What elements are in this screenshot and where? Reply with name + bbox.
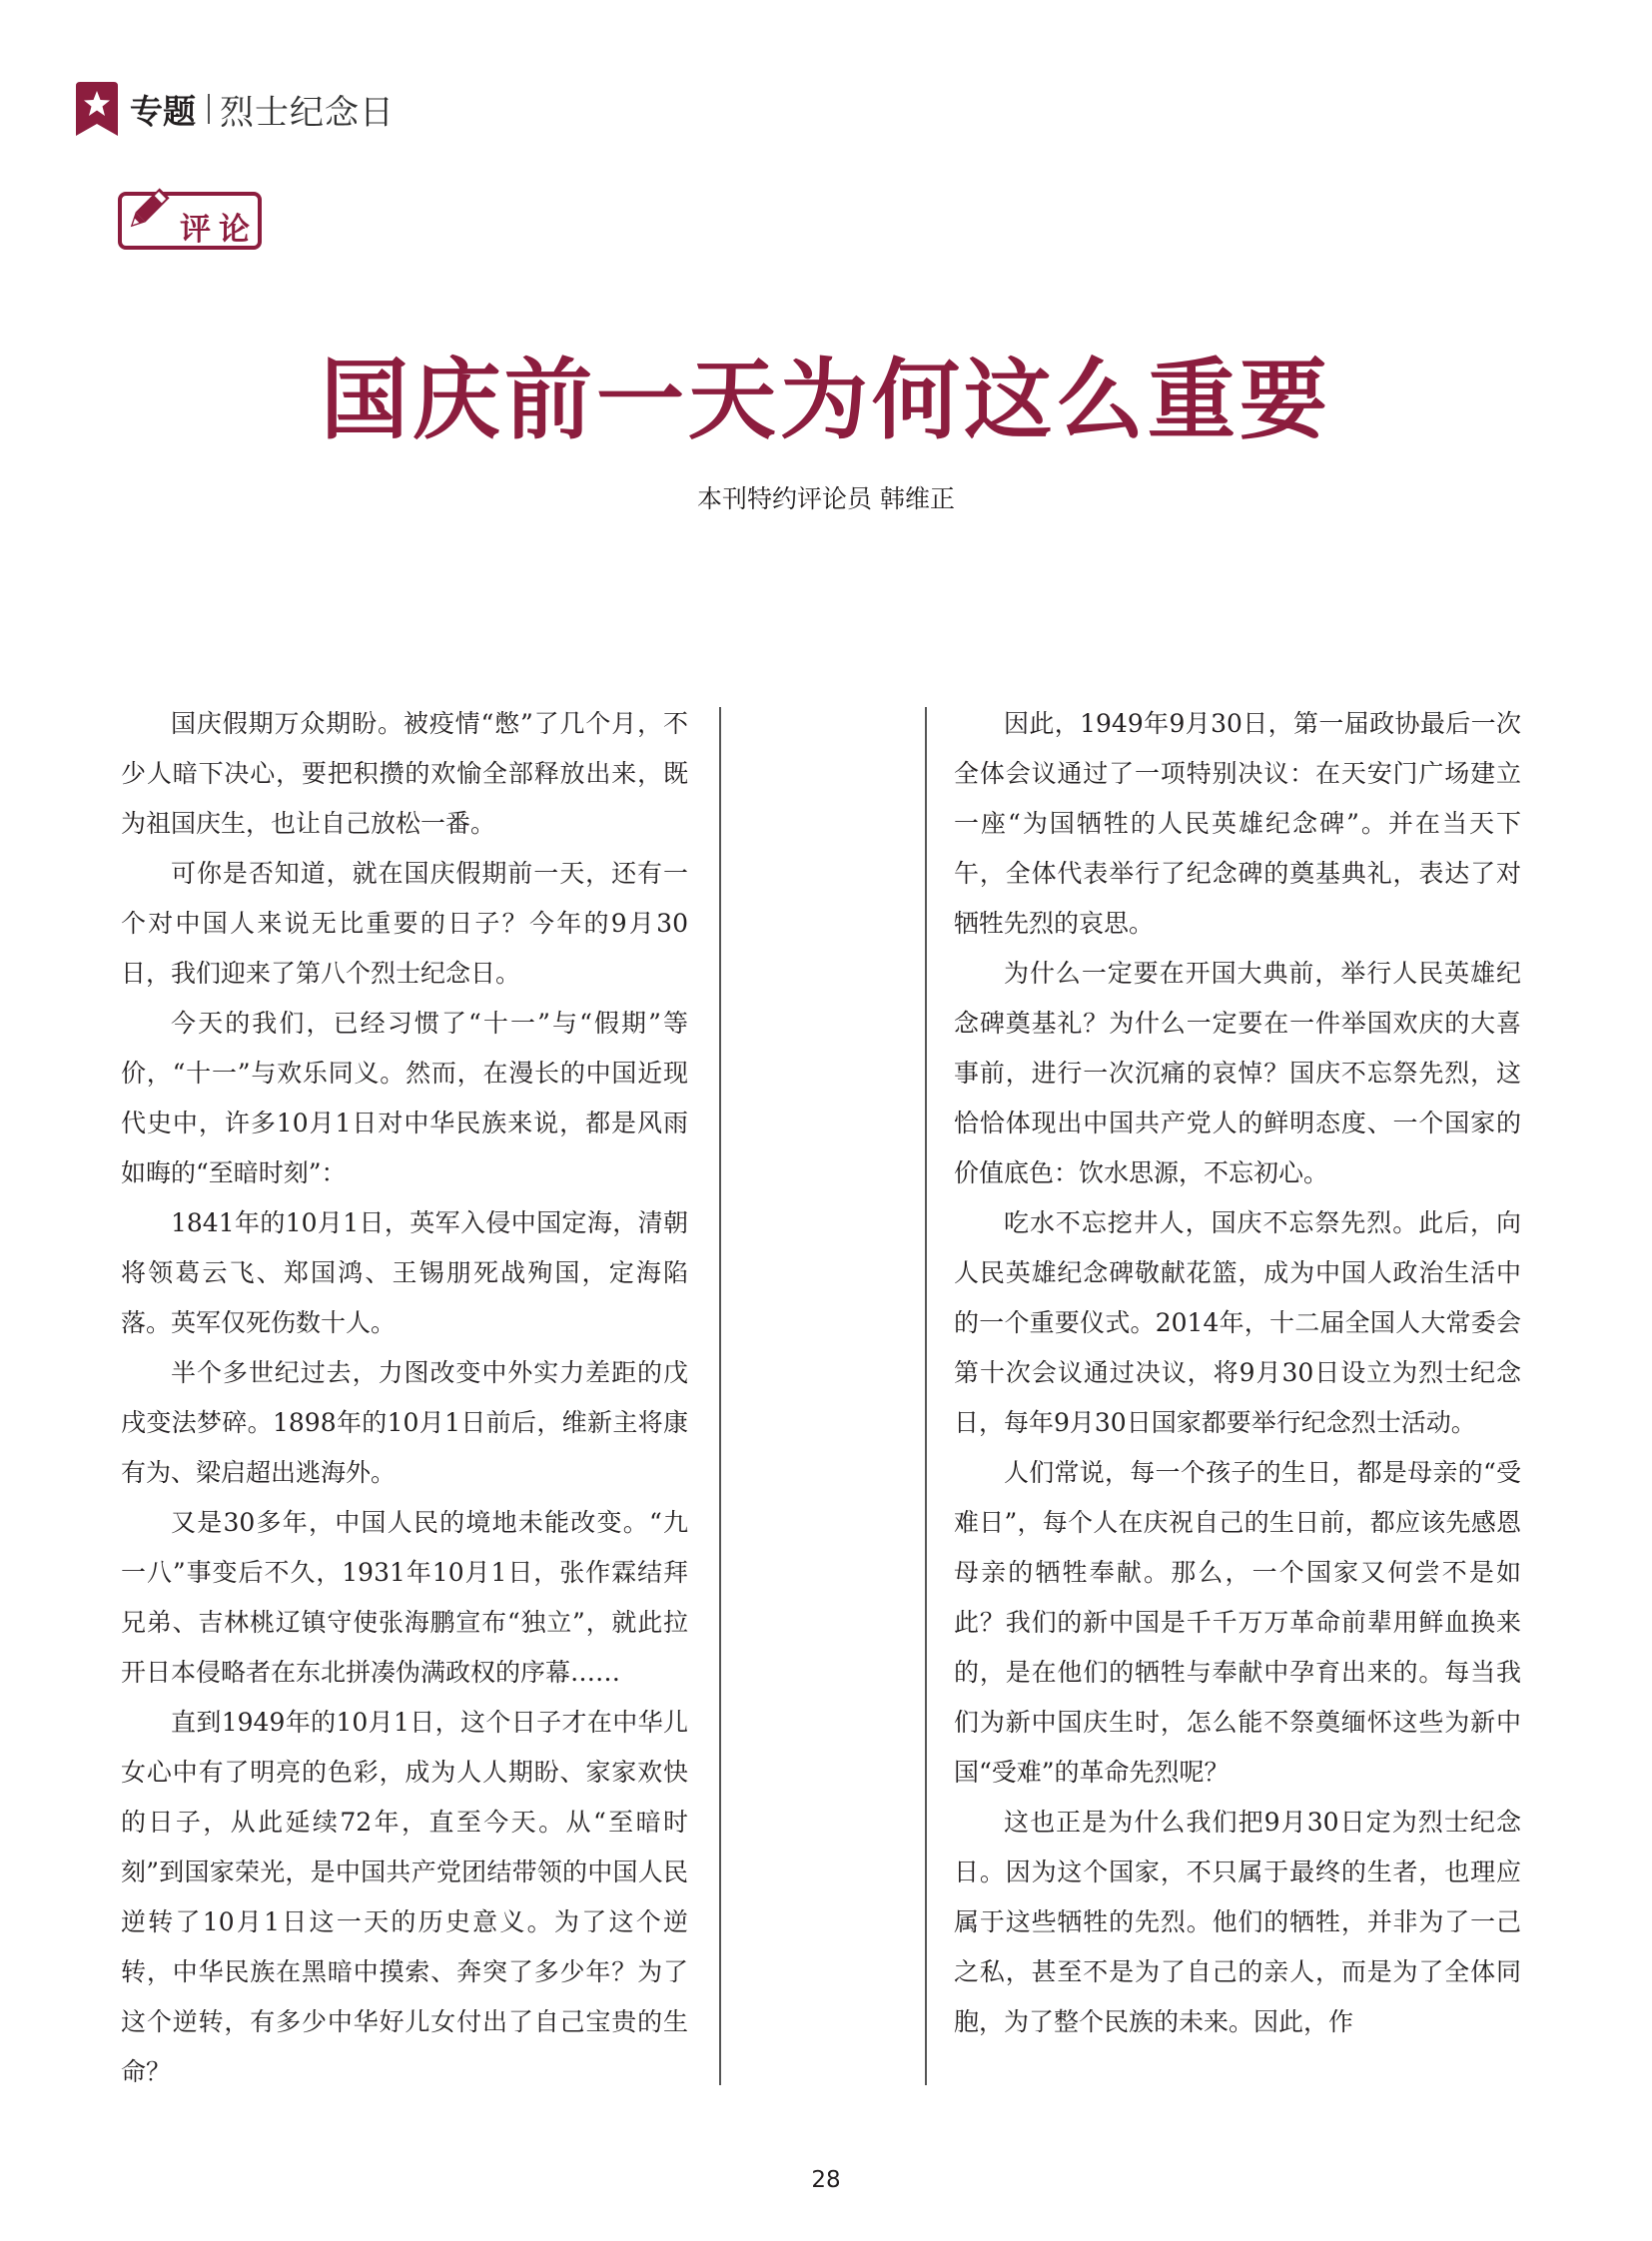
pen-icon (120, 184, 174, 238)
paragraph: 直到1949年的10月1日，这个日子才在中华儿女心中有了明亮的色彩，成为人人期盼、家家欢快的日子，从此延续72年，直至今天。从“至暗时刻”到国家荣光，是中国共产党团结带领的中国人民逆转了10月1日这一天的历史意义。为了这个逆转，中华民族在黑暗中摸索、奔突了多少年？为了这个逆转，有多少中华好儿女付出了自己宝贵的生命？ (121, 1708, 688, 2086)
category-label: 评论 (180, 212, 258, 248)
section-subtitle: 烈士纪念日 (220, 92, 395, 133)
paragraph: 吃水不忘挖井人，国庆不忘祭先烈。此后，向人民英雄纪念碑敬献花篮，成为中国人政治生活中的一个重要仪式。2014年，十二届全国人大常委会第十次会议通过决议，将9月30日设立为烈士纪念日，每年9月30日国家都要举行纪念烈士活动。 (954, 1208, 1521, 1437)
paragraph: 人们常说，每一个孩子的生日，都是母亲的“受难日”，每个人在庆祝自己的生日前，都应该先感恩母亲的牺牲奉献。那么，一个国家又何尝不是如此？我们的新中国是千千万万革命前辈用鲜血换来的，是在他们的牺牲与奉献中孕育出来的。每当我们为新中国庆生时，怎么能不祭奠缅怀这些为新中国“受难”的革命先烈呢？ (954, 1458, 1521, 1787)
section-divider (208, 94, 210, 124)
section-name: 专题 (130, 91, 196, 131)
paragraph: 1841年的10月1日，英军入侵中国定海，清朝将领葛云飞、郑国鸿、王锡朋死战殉国，定海陷落。英军仅死伤数十人。 (121, 1208, 688, 1337)
paragraph: 国庆假期万众期盼。被疫情“憋”了几个月，不少人暗下决心，要把积攒的欢愉全部释放出来，既为祖国庆生，也让自己放松一番。 (121, 709, 688, 838)
article-title: 国庆前一天为何这么重要 (320, 349, 1331, 451)
paragraph: 又是30多年，中国人民的境地未能改变。“九一八”事变后不久，1931年10月1日，张作霖结拜兄弟、吉林桃辽镇守使张海鹏宣布“独立”，就此拉开日本侵略者在东北拼凑伪满政权的序幕…… (121, 1508, 688, 1687)
paragraph: 为什么一定要在开国大典前，举行人民英雄纪念碑奠基礼？为什么一定要在一件举国欢庆的大喜事前，进行一次沉痛的哀悼？国庆不忘祭先烈，这恰恰体现出中国共产党人的鲜明态度、一个国家的价值底色：饮水思源，不忘初心。 (954, 959, 1521, 1187)
paragraph: 这也正是为什么我们把9月30日定为烈士纪念日。因为这个国家，不只属于最终的生者，也理应属于这些牺牲的先烈。他们的牺牲，并非为了一己之私，甚至不是为了自己的亲人，而是为了全体同胞，为了整个民族的未来。因此，作 (954, 1808, 1521, 2036)
article-column-right (954, 699, 1521, 2047)
column-divider-left (719, 707, 721, 2085)
paragraph: 因此，1949年9月30日，第一届政协最后一次全体会议通过了一项特别决议：在天安门广场建立一座“为国牺牲的人民英雄纪念碑”。并在当天下午，全体代表举行了纪念碑的奠基典礼，表达了对牺牲先烈的哀思。 (954, 709, 1521, 938)
category-tag (118, 192, 262, 250)
article-byline: 本刊特约评论员 韩维正 (697, 484, 955, 513)
paragraph: 可你是否知道，就在国庆假期前一天，还有一个对中国人来说无比重要的日子？今年的9月30日，我们迎来了第八个烈士纪念日。 (121, 859, 688, 988)
column-divider-right (925, 707, 927, 2085)
article-column-left (121, 699, 688, 2097)
paragraph: 半个多世纪过去，力图改变中外实力差距的戊戌变法梦碎。1898年的10月1日前后，维新主将康有为、梁启超出逃海外。 (121, 1358, 688, 1487)
section-header (76, 82, 395, 136)
star-bookmark-icon (76, 82, 118, 136)
page-number: 28 (811, 2167, 841, 2193)
paragraph: 今天的我们，已经习惯了“十一”与“假期”等价，“十一”与欢乐同义。然而，在漫长的中国近现代史中，许多10月1日对中华民族来说，都是风雨如晦的“至暗时刻”： (121, 1009, 688, 1187)
